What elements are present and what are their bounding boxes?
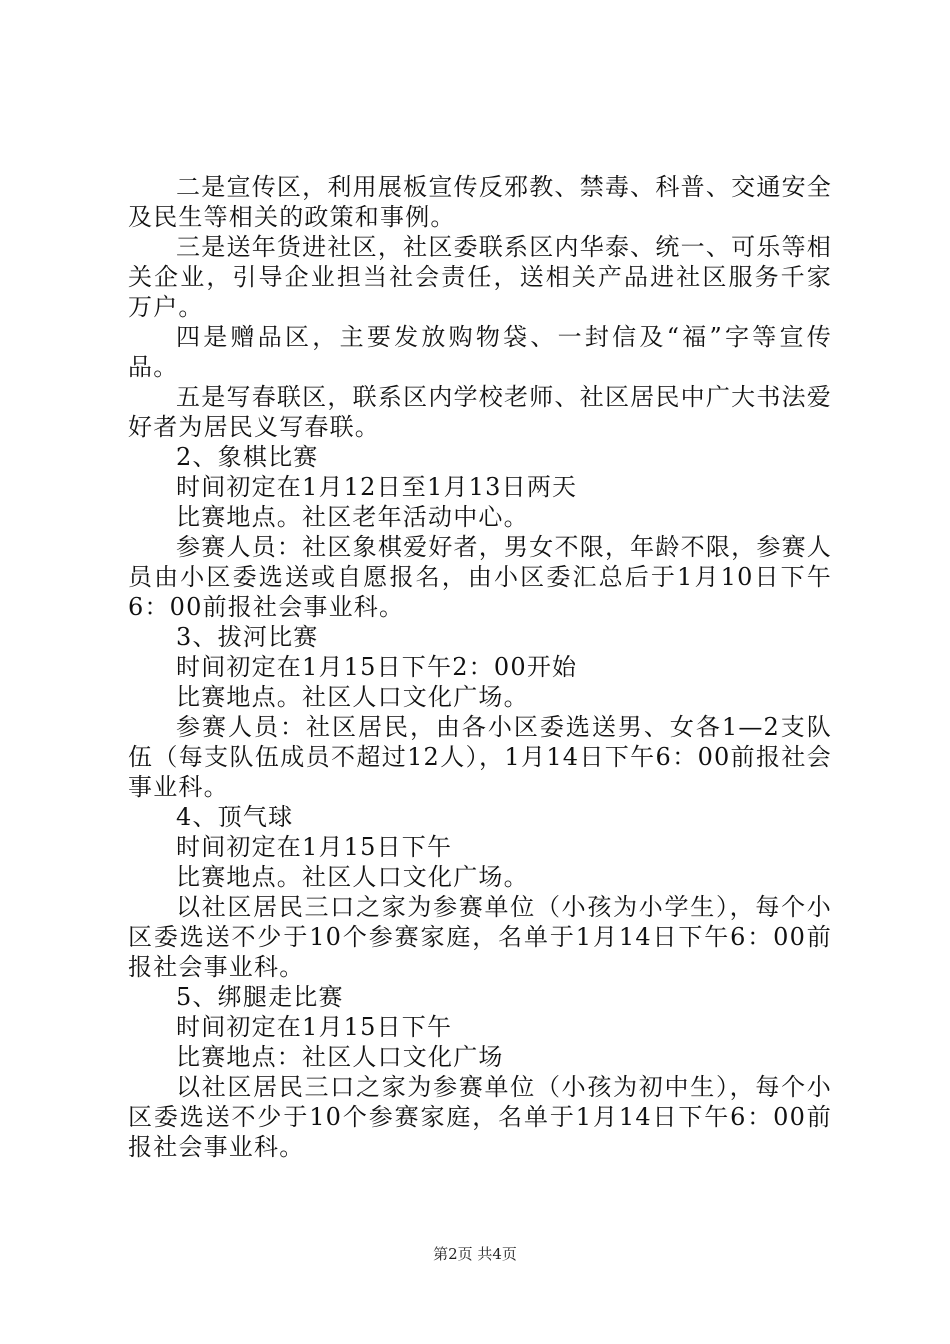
section-heading: 3、拔河比赛 <box>176 623 319 651</box>
paragraph: 五是写春联区，联系区内学校老师、社区居民中广大书法爱好者为居民义写春联。 <box>128 383 832 441</box>
section-heading: 2、象棋比赛 <box>176 443 319 471</box>
paragraph: 时间初定在1月15日下午2：00开始 <box>176 653 578 681</box>
paragraph: 参赛人员：社区象棋爱好者，男女不限，年龄不限，参赛人员由小区委选送或自愿报名，由小区委汇总后于1月10日下午6：00前报社会事业科。 <box>128 533 832 621</box>
paragraph: 四是赠品区，主要发放购物袋、一封信及“福”字等宣传品。 <box>128 323 832 381</box>
paragraph: 时间初定在1月12日至1月13日两天 <box>176 473 578 501</box>
paragraph: 三是送年货进社区，社区委联系区内华泰、统一、可乐等相关企业，引导企业担当社会责任，送相关产品进社区服务千家万户。 <box>128 233 832 321</box>
document-body <box>128 172 832 1162</box>
paragraph: 比赛地点。社区人口文化广场。 <box>176 863 529 891</box>
paragraph: 时间初定在1月15日下午 <box>176 1013 453 1041</box>
paragraph: 比赛地点：社区人口文化广场 <box>176 1043 504 1071</box>
page-footer: 第2页 共4页 <box>433 1245 517 1263</box>
paragraph: 比赛地点。社区老年活动中心。 <box>176 503 529 531</box>
paragraph: 参赛人员：社区居民，由各小区委选送男、女各1—2支队伍（每支队伍成员不超过12人），1月14日下午6：00前报社会事业科。 <box>128 713 832 801</box>
paragraph: 以社区居民三口之家为参赛单位（小孩为小学生），每个小区委选送不少于10个参赛家庭，名单于1月14日下午6：00前报社会事业科。 <box>128 893 832 981</box>
section-heading: 5、绑腿走比赛 <box>176 983 344 1011</box>
section-heading: 4、顶气球 <box>176 803 294 831</box>
paragraph: 二是宣传区，利用展板宣传反邪教、禁毒、科普、交通安全及民生等相关的政策和事例。 <box>128 173 832 231</box>
paragraph: 时间初定在1月15日下午 <box>176 833 453 861</box>
paragraph: 比赛地点。社区人口文化广场。 <box>176 683 529 711</box>
paragraph: 以社区居民三口之家为参赛单位（小孩为初中生），每个小区委选送不少于10个参赛家庭，名单于1月14日下午6：00前报社会事业科。 <box>128 1073 832 1161</box>
